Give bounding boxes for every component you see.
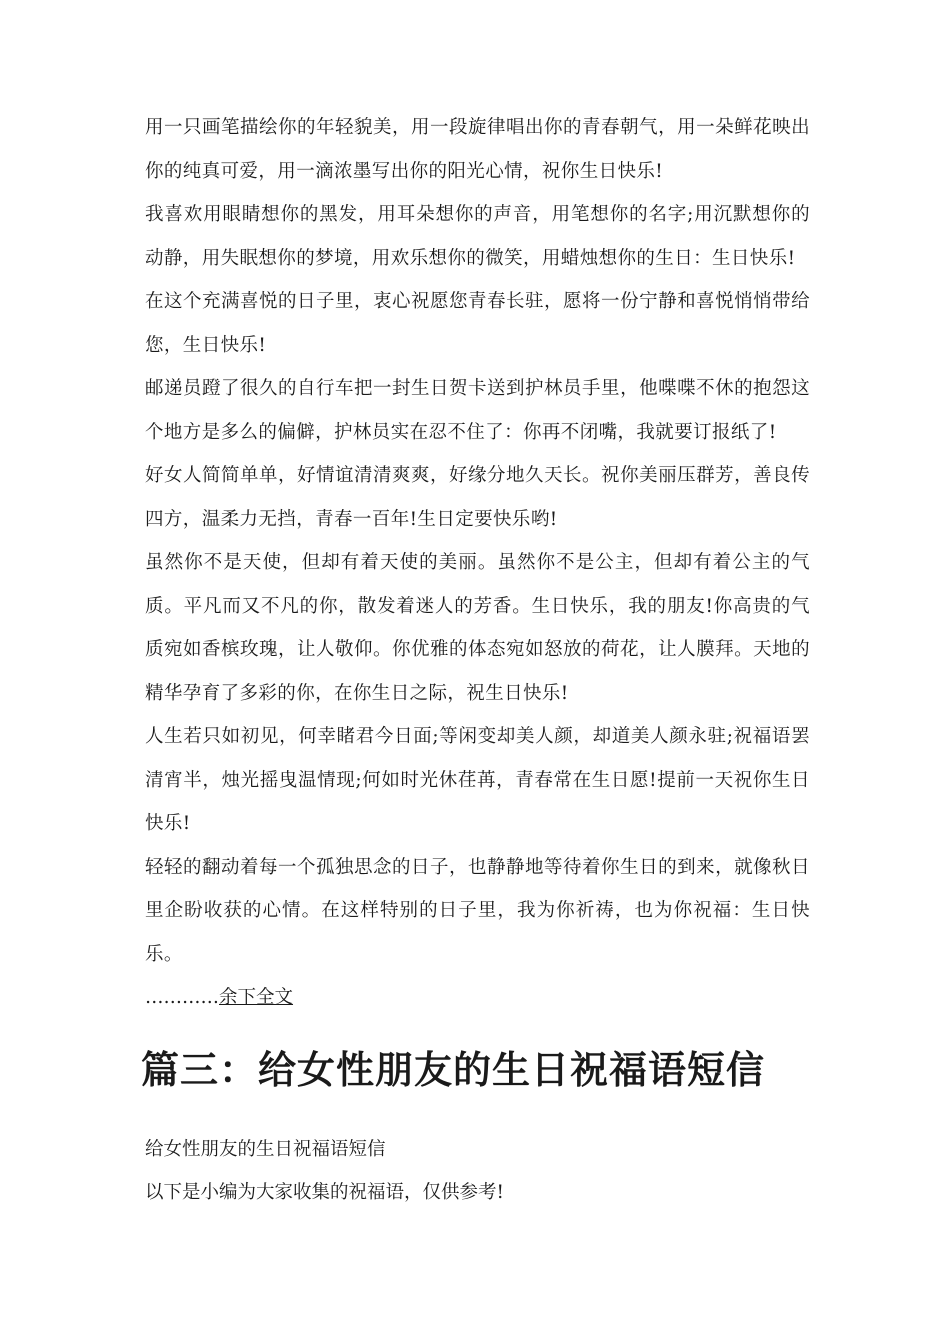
document-page [141, 106, 810, 1215]
read-more-link[interactable]: 余下全文 [219, 987, 294, 1008]
ellipsis-dots: ………… [145, 987, 219, 1008]
paragraph-5: 好女人简简单单，好情谊清清爽爽，好缘分地久天长。祝你美丽压群芳，善良传四方，温柔力无挡，青春一百年!生日定要快乐哟! [145, 465, 810, 530]
section-intro: 以下是小编为大家收集的祝福语，仅供参考! [145, 1182, 504, 1203]
section-subtitle: 给女性朋友的生日祝福语短信 [145, 1138, 386, 1160]
paragraph-1: 用一只画笔描绘你的年轻貌美，用一段旋律唱出你的青春朝气，用一朵鲜花映出你的纯真可爱，用一滴浓墨写出你的阳光心情，祝你生日快乐! [145, 117, 810, 182]
read-more-line [145, 976, 810, 1020]
section-heading: 篇三：给女性朋友的生日祝福语短信 [141, 1047, 766, 1092]
paragraph-3: 在这个充满喜悦的日子里，衷心祝愿您青春长驻，愿将一份宁静和喜悦悄悄带给您，生日快乐! [145, 291, 810, 356]
paragraph-7: 人生若只如初见，何幸睹君今日面;等闲变却美人颜，却道美人颜永驻;祝福语罢清宵半，烛光摇曳温情现;何如时光休荏苒，青春常在生日愿!提前一天祝你生日快乐! [145, 726, 810, 834]
paragraph-2: 我喜欢用眼睛想你的黑发，用耳朵想你的声音，用笔想你的名字;用沉默想你的动静，用失眠想你的梦境，用欢乐想你的微笑，用蜡烛想你的生日：生日快乐! [145, 204, 810, 269]
paragraph-6: 虽然你不是天使，但却有着天使的美丽。虽然你不是公主，但却有着公主的气质。平凡而又不凡的你，散发着迷人的芳香。生日快乐，我的朋友!你高贵的气质宛如香槟玫瑰，让人敬仰。你优雅的体态宛如怒放的荷花，让人膜拜。天地的精华孕育了多彩的你，在你生日之际，祝生日快乐! [145, 552, 810, 704]
paragraph-4: 邮递员蹬了很久的自行车把一封生日贺卡送到护林员手里，他喋喋不休的抱怨这个地方是多么的偏僻，护林员实在忍不住了：你再不闭嘴，我就要订报纸了! [145, 378, 810, 443]
paragraph-8: 轻轻的翻动着每一个孤独思念的日子，也静静地等待着你生日的到来，就像秋日里企盼收获的心情。在这样特别的日子里，我为你祈祷，也为你祝福：生日快乐。 [145, 856, 810, 965]
